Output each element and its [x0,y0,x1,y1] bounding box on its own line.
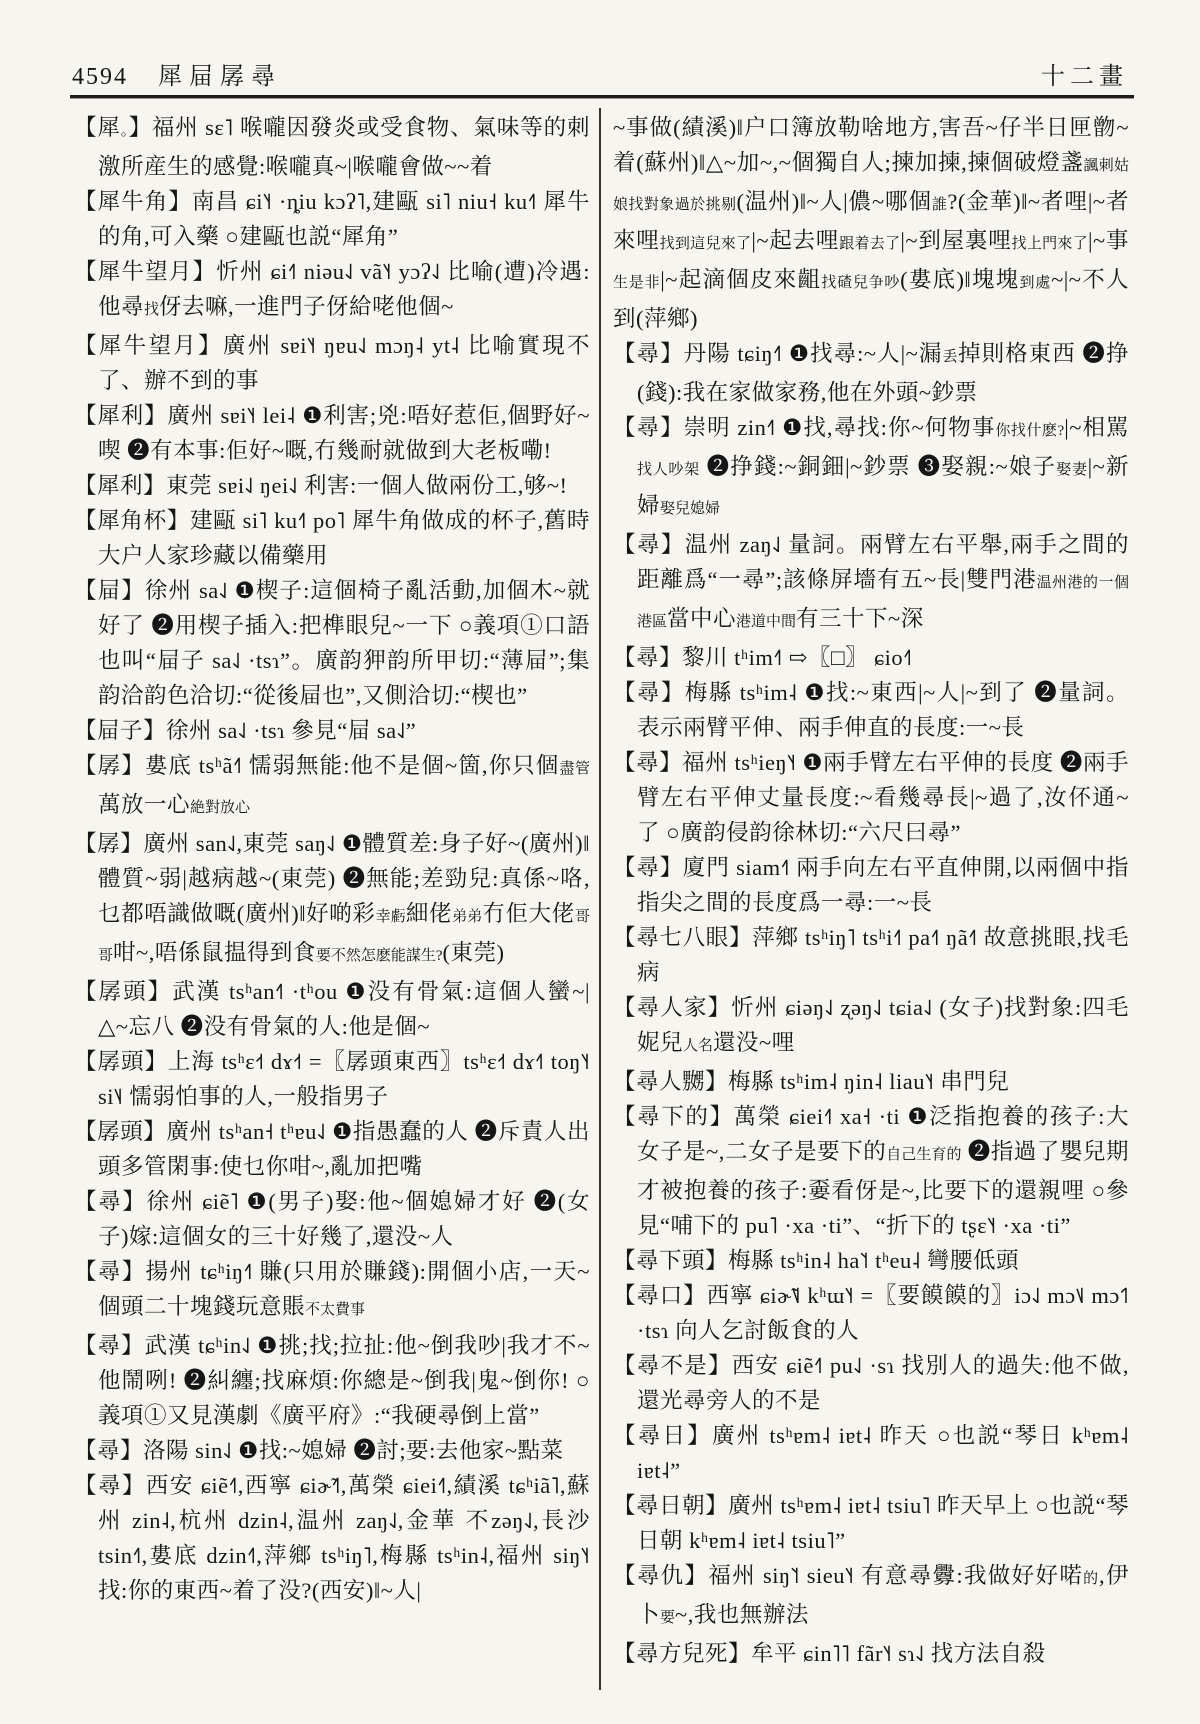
entry-text: ❷挣錢:~銅鈿|~鈔票 ❸娶親:~娘子 [699,454,1057,479]
dict-entry [613,1348,1129,1418]
entry-text: 【尋】廈門 siam˧˥ 兩手向左右平直伸開,以兩個中指指尖之間的長度爲一尋:一~長 [613,855,1129,915]
dict-entry [74,1184,590,1254]
guide-characters: 犀屇孱尋 [158,64,282,90]
gloss-annotation: 找上門來了 [1011,236,1088,252]
gloss-annotation: 誰 [931,197,948,213]
entry-text: 【尋下的】萬榮 ɕiei˧˥ xa˧ ·ti ❶泛指抱養的孩子:大女子是~,二女子是要下的 [613,1104,1129,1164]
entry-text: 還没~哩 [713,1030,795,1055]
entry-text: 【犀利】廣州 sɐi˥˧ lei˨ ❶利害;兇:唔好惹佢,個野好~喫 ❷有本事:佢好~嘅,冇幾耐就做到大老板嘞! [74,403,590,463]
entry-text: 【孱頭】武漢 tsʰan˧˥ ·tʰou ❶没有骨氣:這個人蠻~|△~忘八 ❷没有骨氣的人:他是個~ [74,979,590,1039]
entry-text: 】福州 sɛ˥ 喉嚨因發炎或受食物、氣味等的刺激所産生的感覺:喉嚨真~|喉嚨會做~~着 [98,115,590,179]
dict-entry-continuation [613,110,1129,336]
entry-text: 【犀 [74,115,121,140]
entry-text: 【屇子】徐州 sa˨˩ ·tsɿ 參見“屇 sa˨˩” [74,718,417,743]
entry-text: 【孱頭】上海 tsʰɛ˧˦ dɤ˧˦ =〖孱頭東西〗tsʰɛ˧˦ dɤ˧˥ toŋ˥˧ si˥˨ 懦弱怕事的人,一般指男子 [74,1049,590,1109]
dict-entry [613,990,1129,1064]
dict-entry [74,398,590,468]
dict-entry [613,1636,1129,1671]
left-column [74,110,590,1608]
entry-text: 伢去嘛,一進門子伢給咾他個~ [159,294,454,319]
gloss-annotation: 跟着去了 [839,236,901,252]
entry-text: 【尋】温州 zaŋ˨˩ 量詞。兩臂左右平舉,兩手之間的距離爲“一尋”;該條屏墻有五~長|雙門港 [613,532,1129,592]
entry-text: 【犀牛望月】廣州 sɐi˥˧ ŋɐu˨˩ mɔŋ˨ yt˨ 比喻實現不了、辦不到的事 [74,333,590,393]
entry-text: 【孱頭】廣州 tsʰan˧ tʰɐu˨˩ ❶指愚蠢的人 ❷斥責人出頭多管閑事:使乜你咁~,亂加把嘴 [74,1119,590,1179]
entry-text: 有三十下~深 [796,606,924,631]
entry-text: 【尋日】廣州 tsʰɐm˨ iɐt˨ 昨天 ○也説“琴日 kʰɐm˨ iɐt˨” [613,1423,1129,1483]
gloss-annotation: 找 [144,302,160,318]
entry-text: 【尋】黎川 tʰim˧˥ ⇨〖□〗 ɕio˧˥ [613,645,913,670]
column-divider [599,108,601,1690]
entry-text: (温州)‖~人|儂~哪個 [736,189,932,214]
entry-text: 【尋】武漢 tɕʰin˨˩ ❶挑;找;拉扯:他~倒我吵|我才不~他鬧咧! ❷糾纏;找麻煩:你總是~倒我|鬼~倒你! ○義項①又見漢劇《廣平府》:“我硬尋倒上當” [74,1333,590,1428]
header-rule [70,95,1134,99]
entry-text: |~到屋裏哩 [900,228,1012,253]
entry-text: |~相駡 [1064,415,1129,440]
entry-text: 萬放一心 [98,792,191,817]
dict-entry [613,410,1129,527]
dict-entry [74,468,590,503]
dict-entry [74,748,590,826]
stroke-section: 十二畫 [1041,64,1128,90]
entry-text: 【孱】婁底 tsʰã˧˥ 懦弱無能:他不是個~箇,你只個 [74,753,560,778]
gloss-annotation: 哥哥 [98,909,590,964]
gloss-annotation: 人名 [683,1038,714,1054]
entry-text: 冇佢大佬 [482,901,575,926]
entry-text: 【尋】揚州 tɕʰiŋ˧˥ 賺(只用於賺錢):開個小店,一天~個頭二十塊錢玩意賬 [74,1259,590,1319]
dict-entry [74,713,590,748]
entry-text: ,伊卜 [637,1563,1129,1627]
dict-entry [613,675,1129,745]
gloss-annotation: 娶兒媳婦 [660,501,721,517]
dict-entry [74,1044,590,1114]
gloss-annotation: 。 [120,123,129,139]
dict-entry [74,826,590,974]
entry-text: 【尋人嬲】梅縣 tsʰim˨ ŋin˨ liau˥˧ 串門兒 [613,1069,1010,1094]
dict-entry [613,1099,1129,1243]
gloss-annotation: 你找什麽? [995,423,1065,439]
dict-entry [613,527,1129,640]
dict-entry [613,336,1129,410]
gloss-annotation: 要 [660,1610,676,1626]
entry-text: 【尋口】西寧 ɕiɚ̃˦˩ kʰɯ˥˧ =〖要饃饃的〗iɔ˨˩ mɔ˦˩ mɔ˦˥ ·tsɿ 向人乞討飯食的人 [613,1283,1129,1343]
gloss-annotation: 弟弟 [452,909,483,925]
entry-text: ❷指過了嬰兒期才被抱養的孩子:嫑看伢是~,比要下的還親哩 ○參見“哺下的 pu˥ ·xa ·ti”、“折下的 tʂɛ˥˧ ·xa ·ti” [637,1139,1129,1238]
gloss-annotation: 諷刺姑娘找對象過於挑剔 [613,158,1129,213]
dict-entry [74,254,590,328]
gloss-annotation: 港道中間 [736,614,797,630]
dict-entry [613,1558,1129,1636]
gloss-annotation: 到處 [1019,275,1052,291]
entry-text: 【尋不是】西安 ɕiẽ˧˥ pu˨˩ ·sɿ 找別人的過失:他不做,還光尋旁人的不是 [613,1353,1129,1413]
dict-entry [74,110,590,184]
gloss-annotation: 丢 [942,349,959,365]
entry-text: 【犀牛角】南昌 ɕi˥˧ ·ȵiu kɔʔ˥,建甌 si˥ niu˧ ku˧˥ 犀牛的角,可入藥 ○建甌也説“犀角” [74,189,590,249]
dict-entry [74,328,590,398]
entry-text: |~新婦 [637,454,1129,518]
gloss-annotation: 娶妻 [1056,462,1088,478]
dict-entry [74,184,590,254]
gloss-annotation: 温州港的一個港區 [637,575,1129,630]
gloss-annotation: 盡管 [559,761,590,777]
dict-entry [74,1114,590,1184]
entry-text: 【尋七八眼】萍鄉 tsʰiŋ˥ tsʰi˧˥ pa˧˥ ŋã˧˥ 故意挑眼,找毛病 [613,925,1129,985]
entry-text: 當中心 [667,606,737,631]
entry-text: |~起滴個皮來齟 [660,267,822,292]
dict-entry [613,1243,1129,1278]
gloss-annotation: 幸虧 [375,909,406,925]
entry-text: |~事 [1088,228,1129,253]
dict-entry [74,1254,590,1328]
entry-text: 【尋】徐州 ɕiẽ˥ ❶(男子)娶:他~個媳婦才好 ❷(女子)嫁:這個女的三十好幾了,還没~人 [74,1189,590,1249]
entry-text: 【尋】洛陽 sin˨˩ ❶找:~媳婦 ❷討;要:去他家~點菜 [74,1438,564,1463]
gloss-annotation: 找碴兒争吵 [821,275,901,291]
dict-entry [613,850,1129,920]
gloss-annotation: 絶對放心 [190,800,251,816]
dict-entry [613,1064,1129,1099]
dict-entry [613,1418,1129,1488]
dict-entry [613,1278,1129,1348]
entry-text: 【尋】崇明 zin˧˥ ❶找,尋找:你~何物事 [613,415,996,440]
gloss-annotation: 的 [1083,1571,1100,1587]
entry-text: 細佬 [405,901,453,926]
gloss-annotation: 找人吵架 [637,462,700,478]
dict-entry [613,640,1129,675]
entry-text: 【尋人家】忻州 ɕiəŋ˨˩ ʐəŋ˨˩ tɕia˨˩ (女子)找對象:四毛妮兒 [613,995,1129,1055]
entry-text: ~|~不人到(萍鄉) [613,267,1129,331]
entry-text: 【尋】丹陽 tɕiŋ˧˥ ❶找尋:~人|~漏 [613,341,943,366]
entry-text: 【犀牛望月】忻州 ɕi˧˥ niəu˨˩ vã˥˧ yɔʔ˨˩ 比喻(遭)冷遇:他尋 [74,259,590,319]
entry-text: 【犀利】東莞 sɐi˨˩ ŋei˨˩ 利害:一個人做兩份工,够~! [74,473,568,498]
dict-entry [74,1468,590,1608]
entry-text: |~起去哩 [751,228,840,253]
dict-entry [74,503,590,573]
dict-entry [613,745,1129,850]
dict-entry [613,920,1129,990]
right-column [613,110,1129,1671]
entry-text: ~,我也無辦法 [675,1602,809,1627]
page-header [72,56,1130,90]
entry-text: (東莞) [442,940,505,965]
entry-text: (婁底)‖塊塊 [900,267,1020,292]
page-number: 4594 [72,64,128,90]
dict-entry [74,1328,590,1433]
dict-entry [613,1488,1129,1558]
entry-text: 掉則格東西 ❷挣(錢):我在家做家務,他在外頭~鈔票 [637,341,1129,405]
entry-text: 【尋日朝】廣州 tsʰɐm˨ iɐt˨ tsiu˥ 昨天早上 ○也説“琴日朝 kʰɐm˨ iɐt˨ tsiu˥” [613,1493,1129,1553]
dict-entry [74,1433,590,1468]
gloss-annotation: 生是非 [613,275,661,291]
gloss-annotation: 自己生育的 [886,1147,962,1163]
entry-text: 【尋】福州 tsʰieŋ˥˧ ❶兩手臂左右平伸的長度 ❷兩手臂左右平伸丈量長度:~看幾尋長|~過了,汝伓通~了 ○廣韵侵韵徐林切:“六尺曰尋” [613,750,1129,845]
gloss-annotation: 不太費事 [305,1302,366,1318]
entry-text: 咁~,唔係鼠揾得到食 [113,940,316,965]
entry-text: 【犀角杯】建甌 si˥ ku˧˥ po˥ 犀牛角做成的杯子,舊時大户人家珍藏以備藥用 [74,508,590,568]
gloss-annotation: 要不然怎麽能謀生? [315,948,443,964]
entry-text: 【尋仇】福州 siŋ˥˦ sieu˥˧ 有意尋釁:我做好好喏 [613,1563,1084,1588]
entry-text: ?(金華)‖~者哩|~者來哩 [613,189,1129,253]
dict-entry [74,974,590,1044]
entry-text: 【屇】徐州 sa˨˩ ❶楔子:這個椅子亂活動,加個木~就好了 ❷用楔子插入:把榫眼兒~一下 ○義項①口語也叫“屇子 sa˨˩ ·tsɿ”。廣韵狎韵所甲切:“薄屇”;集韵洽韵色洽切:“從後屇也”,又側洽切:“楔也” [74,578,590,708]
entry-text: 【尋】梅縣 tsʰim˨ ❶找:~東西|~人|~到了 ❷量詞。表示兩臂平伸、兩手伸直的長度:一~長 [613,680,1129,740]
entry-text: 【尋方兒死】牟平 ɕin˥˥ fãr˥˧ sɿ˨˩ 找方法自殺 [613,1641,1046,1666]
dict-entry [74,573,590,713]
gloss-annotation: 找到這兒來了 [659,236,752,252]
entry-text: ~事做(績溪)‖户口簿放勒啥地方,害吾~仔半日匣朆~着(蘇州)‖△~加~,~個獨自人;揀加揀,揀個破燈盞 [613,115,1129,175]
entry-text: 【尋】西安 ɕiẽ˧˥,西寧 ɕiɚ̃˧˥,萬榮 ɕiei˧˥,績溪 tɕʰiã˥,蘇州 zin˨,杭州 dzin˨,温州 zaŋ˨˩,金華 不zəŋ˨˩,長沙 tsin˧˥,婁底 dzin˧˥,萍鄉 tsʰiŋ˥,梅縣 tsʰin˨,福州 siŋ˥˧ 找:你的東西~着了没?(西安)‖~人| [74,1473,590,1603]
entry-text: 【孱】廣州 san˨˩,東莞 saŋ˨˩ ❶體質差:身子好~(廣州)‖體質~弱|越病越~(東莞) ❷無能;差勁兒:真係~咯,乜都唔識做嘅(廣州)‖好啲彩 [74,831,590,926]
entry-text: 【尋下頭】梅縣 tsʰin˨ ha˥˦ tʰeu˨ 彎腰低頭 [613,1248,1020,1273]
